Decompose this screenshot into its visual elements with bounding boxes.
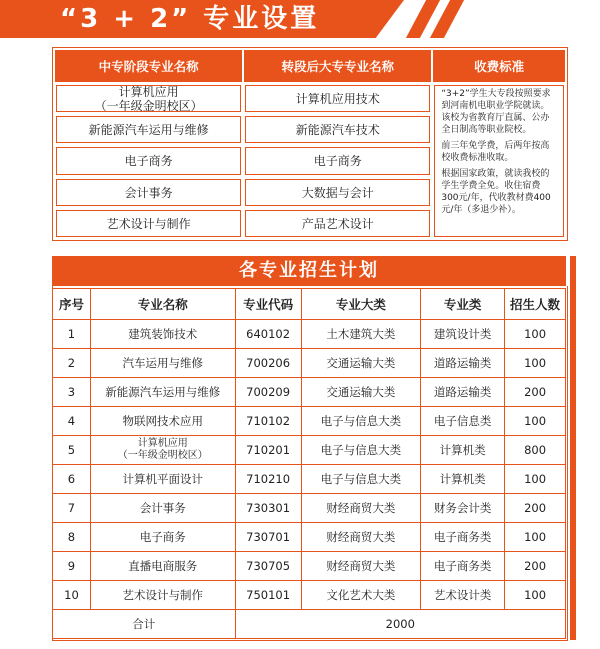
major-category: 电子与信息大类 bbox=[301, 436, 421, 465]
secondary-major-cell: 会计事务 bbox=[54, 177, 243, 208]
major-name: 物联网技术应用 bbox=[90, 407, 235, 436]
enrollment-count: 100 bbox=[505, 320, 566, 349]
page-title: “3 + 2” 专业设置 bbox=[60, 4, 320, 34]
major-name: 会计事务 bbox=[90, 494, 235, 523]
major-type: 电子商务类 bbox=[421, 552, 505, 581]
major-type: 建筑设计类 bbox=[421, 320, 505, 349]
major-name: 电子商务 bbox=[90, 523, 235, 552]
table-row bbox=[53, 320, 566, 349]
table-row bbox=[53, 523, 566, 552]
major-name: 艺术设计与制作 bbox=[90, 581, 235, 610]
row-index: 10 bbox=[53, 581, 91, 610]
major-name: 新能源汽车运用与维修 bbox=[90, 378, 235, 407]
major-code: 730705 bbox=[235, 552, 301, 581]
enrollment-plan-title: 各专业招生计划 bbox=[52, 256, 566, 286]
enrollment-count: 200 bbox=[505, 552, 566, 581]
major-name: 直播电商服务 bbox=[90, 552, 235, 581]
header-major-type: 专业类 bbox=[421, 289, 505, 320]
secondary-major-cell: 新能源汽车运用与维修 bbox=[54, 114, 243, 145]
major-type: 电子商务类 bbox=[421, 523, 505, 552]
fee-paragraph: 根据国家政策，就读我校的学生学费全免。收住宿费300元/年，代收教材费400元/年（多退少补）。 bbox=[441, 169, 551, 215]
college-major-cell: 产品艺术设计 bbox=[243, 208, 432, 239]
major-code: 640102 bbox=[235, 320, 301, 349]
major-name: 汽车运用与维修 bbox=[90, 349, 235, 378]
college-major-cell: 新能源汽车技术 bbox=[243, 114, 432, 145]
table-row bbox=[53, 465, 566, 494]
total-label: 合计 bbox=[53, 610, 236, 639]
major-name: 建筑装饰技术 bbox=[90, 320, 235, 349]
header-fee-standard: 收费标准 bbox=[432, 49, 566, 83]
college-major-cell: 电子商务 bbox=[243, 145, 432, 176]
major-type: 艺术设计类 bbox=[421, 581, 505, 610]
table-row bbox=[53, 552, 566, 581]
major-code: 710201 bbox=[235, 436, 301, 465]
major-category: 电子与信息大类 bbox=[301, 407, 421, 436]
major-code: 710210 bbox=[235, 465, 301, 494]
row-index: 9 bbox=[53, 552, 91, 581]
enrollment-plan-table bbox=[52, 288, 566, 639]
table-row bbox=[53, 581, 566, 610]
major-name: 计算机应用 （一年级金明校区） bbox=[90, 436, 235, 465]
major-category: 电子与信息大类 bbox=[301, 465, 421, 494]
row-index: 4 bbox=[53, 407, 91, 436]
enrollment-count: 100 bbox=[505, 465, 566, 494]
enrollment-count: 100 bbox=[505, 407, 566, 436]
major-type: 财务会计类 bbox=[421, 494, 505, 523]
header-secondary-major: 中专阶段专业名称 bbox=[54, 49, 243, 83]
major-category: 交通运输大类 bbox=[301, 378, 421, 407]
enrollment-count: 100 bbox=[505, 581, 566, 610]
enrollment-count: 100 bbox=[505, 349, 566, 378]
enrollment-count: 200 bbox=[505, 494, 566, 523]
major-code: 750101 bbox=[235, 581, 301, 610]
row-index: 5 bbox=[53, 436, 91, 465]
major-category: 财经商贸大类 bbox=[301, 552, 421, 581]
major-code: 710102 bbox=[235, 407, 301, 436]
college-major-cell: 大数据与会计 bbox=[243, 177, 432, 208]
header-major-code: 专业代码 bbox=[235, 289, 301, 320]
major-type: 电子信息类 bbox=[421, 407, 505, 436]
major-type: 计算机类 bbox=[421, 465, 505, 494]
header-major-name: 专业名称 bbox=[90, 289, 235, 320]
major-category: 交通运输大类 bbox=[301, 349, 421, 378]
program-settings-table bbox=[53, 48, 567, 240]
fee-standard-cell bbox=[432, 83, 566, 239]
major-category: 财经商贸大类 bbox=[301, 494, 421, 523]
major-type: 道路运输类 bbox=[421, 349, 505, 378]
major-category: 文化艺术大类 bbox=[301, 581, 421, 610]
major-category: 土木建筑大类 bbox=[301, 320, 421, 349]
row-index: 8 bbox=[53, 523, 91, 552]
program-settings-table-frame bbox=[52, 47, 568, 241]
major-code: 730701 bbox=[235, 523, 301, 552]
secondary-major-cell: 计算机应用 （一年级金明校区） bbox=[54, 83, 243, 114]
table-row bbox=[53, 378, 566, 407]
table-row bbox=[53, 436, 566, 465]
major-category: 财经商贸大类 bbox=[301, 523, 421, 552]
row-index: 3 bbox=[53, 378, 91, 407]
total-row bbox=[53, 610, 566, 639]
major-type: 计算机类 bbox=[421, 436, 505, 465]
major-type: 道路运输类 bbox=[421, 378, 505, 407]
header-index: 序号 bbox=[53, 289, 91, 320]
side-stripe bbox=[570, 256, 576, 640]
row-index: 2 bbox=[53, 349, 91, 378]
major-code: 700206 bbox=[235, 349, 301, 378]
major-code: 700209 bbox=[235, 378, 301, 407]
major-name: 计算机平面设计 bbox=[90, 465, 235, 494]
enrollment-count: 200 bbox=[505, 378, 566, 407]
row-index: 7 bbox=[53, 494, 91, 523]
table-row bbox=[53, 494, 566, 523]
fee-paragraph: 前三年免学费，后两年按高校收费标准收取。 bbox=[441, 141, 550, 163]
header-major-category: 专业大类 bbox=[301, 289, 421, 320]
table-row bbox=[53, 349, 566, 378]
header-college-major: 转段后大专专业名称 bbox=[243, 49, 432, 83]
major-code: 730301 bbox=[235, 494, 301, 523]
header-enrollment-count: 招生人数 bbox=[505, 289, 566, 320]
fee-paragraph: “3+2”学生大专段按照要求到河南机电职业学院就读。该校为省教育厅直属、公办全日制高等职业院校。 bbox=[441, 89, 551, 135]
table-row bbox=[53, 407, 566, 436]
row-index: 6 bbox=[53, 465, 91, 494]
college-major-cell: 计算机应用技术 bbox=[243, 83, 432, 114]
total-value: 2000 bbox=[235, 610, 565, 639]
secondary-major-cell: 电子商务 bbox=[54, 145, 243, 176]
enrollment-count: 800 bbox=[505, 436, 566, 465]
row-index: 1 bbox=[53, 320, 91, 349]
enrollment-count: 100 bbox=[505, 523, 566, 552]
secondary-major-cell: 艺术设计与制作 bbox=[54, 208, 243, 239]
